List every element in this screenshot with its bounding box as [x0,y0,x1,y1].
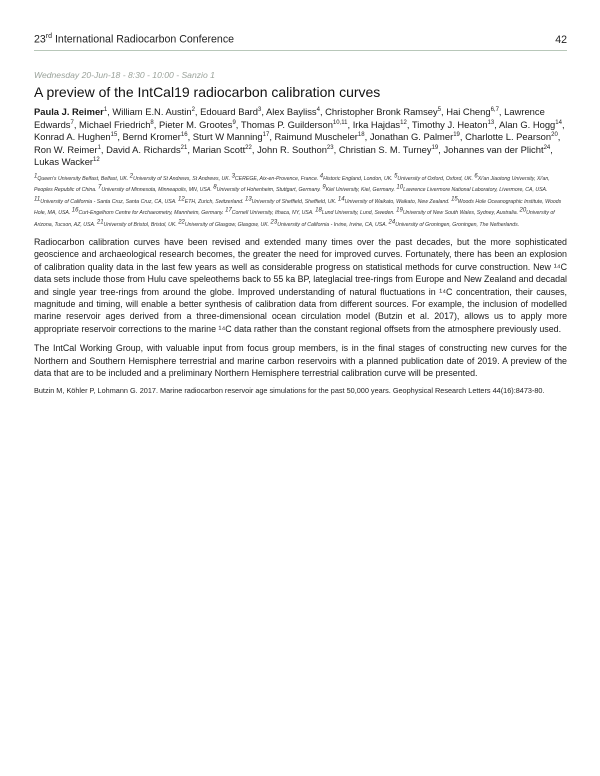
author-affiliation-mark: 8 [150,119,154,126]
author-name: Timothy J. Heaton [411,118,488,130]
abstract-paragraph-2: The IntCal Working Group, with valuable input from focus group members, is in the final stages of constructing new curves for the Northern and Southern Hemisphere terrestrial and marine carbon reservoirs with a planned publication date of 2019. A preview of the data that are to be included and a preliminary Northern Hemisphere terrestrial calibration curve will be presented. [34,343,567,379]
author [443,144,550,155]
author-name: Paula J. Reimer [34,106,104,117]
author-name: Lukas Wacker [34,156,94,168]
author-affiliation-mark: 1 [97,144,101,151]
author-name: Michael Friedrich [79,118,151,130]
author-name: Edouard Bard [200,106,258,117]
author [370,131,460,142]
author-affiliation-mark: 7 [70,119,74,126]
author-affiliation-mark: 14 [555,119,562,126]
author-affiliation-mark: 22 [245,144,252,151]
conference-number: 23 [34,33,46,46]
author-affiliation-mark: 23 [326,144,334,151]
header-divider [34,50,567,51]
author-affiliation-mark: 20 [551,132,558,139]
affiliations: $^1$Queen's University Belfast, Belfast, UK. $^2$University of St Andrews, St Andrews, UK. $^3$CEREGE, Aix-en-Provence, France. $^4$Historic England, London, UK. $^5$University of Oxford, Oxford, UK. $^6$Xi'an Jiaotong University, Xi'an, Peoples Republic of China. $^7$University of Minnesota, Minneapolis, MN, USA. $^8$University of Hohenheim, Stuttgart, Germany. $^9$Kiel University, Kiel, Germany. $^{10}$Lawrence Livermore National Laboratory, Livermore, CA, USA. $^{11}$University of California - Santa Cruz, Santa Cruz, CA, USA. $^{12}$ETH, Zurich, Switzerland. $^{13}$University of Sheffield, Sheffield, UK. $^{14}$University of Waikato, Waikato, New Zealand. $^{15}$Woods Hole Oceanographic Institute, Woods Hole, MA, USA. $^{16}$Curt-Engelhorn Centre for Archaeometry, Mannheim, Germany. $^{17}$Cornell University, Ithaca, NY, USA. $^{18}$Lund University, Lund, Sweden. $^{19}$University of New South Wales, Sydney, Australia. $^{20}$University of Arizona, Tucson, AZ, USA. $^{21}$University of Bristol, Bristol, UK. $^{22}$University of Glasgow, Glasgow, UK. $^{23}$University of California - Irvine, Irvine, CA, USA. $^{24}$University of Groningen, Groningen, The Netherlands. [34,173,562,228]
author-affiliation-mark: 18 [357,132,365,139]
author [106,144,187,155]
author-name: Charlotte L. Pearson [465,131,552,143]
author [353,119,407,130]
author [339,144,438,155]
author [241,119,348,130]
author-name: Alan G. Hogg [498,118,556,130]
author-affiliation-mark: 15 [110,132,118,139]
author-name: Raimund Muscheler [274,131,358,143]
author [159,119,236,130]
author-name: Irka Hajdas [352,118,401,130]
author [34,131,117,142]
author-name: Johannes van der Plicht [443,143,544,155]
author-name: Konrad A. Hughen [34,131,111,143]
author [34,106,107,117]
author [446,106,499,117]
conference-name: International Radiocarbon Conference [54,33,235,46]
author-affiliation-mark: 24 [543,144,551,151]
author [465,131,558,142]
conference-title [34,33,234,46]
author-affiliation-mark: 19 [431,144,439,151]
author-name: Thomas P. Guilderson [240,118,333,130]
author-affiliation-mark: 9 [232,119,236,126]
author-affiliation-mark: 12 [400,119,407,126]
page-number: 42 [555,33,567,46]
conference-ordinal: rd [45,33,53,40]
author-affiliation-mark: 4 [316,106,320,113]
author-affiliation-mark: 19 [453,132,460,139]
author-name: Christopher Bronk Ramsey [325,106,438,117]
author-name: Marian Scott [192,143,246,155]
author-affiliation-mark: 1 [103,106,108,113]
author-name: Alex Bayliss [266,106,317,117]
author-affiliation-mark: 17 [262,132,270,139]
abstract-paragraph-1: Radiocarbon calibration curves have been revised and extended many times over the past decades, but the more sophisticated geoscience and archaeological research becomes, the greater the need for improved curves. Fortunately, there has been an explosion of calibration quality data in the last few years as well as considerable progress on statistical methods for curve construction. New ¹⁴C data sets include those from Hulu cave speleothems back to 55 ka BP, lateglacial tree-rings from Europe and New Zealand and decadal and single year tree-rings from around the globe. Improved understanding of natural fluctuations in ¹⁴C concentration, their causes, magnitude and timing, will enable a better synthesis of calibration data from different sources. For example, the inclusion of modelled marine reservoir ages derived from a three-dimensional ocean circulation model (Butzin et al. 2017), allows us to apply more appropriate reservoir corrections to the marine ¹⁴C data rather than the constant regional offsets from the atmosphere previously used. [34,237,567,334]
author-list: Paula J. Reimer$^1$, William E.N. Austin$^2$, Edouard Bard$^3$, Alex Bayliss$^4$, Christopher Bronk Ramsey$^5$, Hai Cheng$^{6,7}$, Lawrence Edwards$^7$, Michael Friedrich$^8$, Pieter M. Grootes$^9$, Thomas P. Guilderson$^{10,11}$, Irka Hajdas$^{12}$, Timothy J. Heaton$^{13}$, Alan G. Hogg$^{14}$, Konrad A. Hughen$^{15}$, Bernd Kromer$^{16}$, Sturt W Manning$^{17}$, Raimund Muscheler$^{18}$, Jonathan G. Palmer$^{19}$, Charlotte L. Pearson$^{20}$, Ron W. Reimer$^1$, David A. Richards$^{21}$, Marian Scott$^{22}$, John R. Southon$^{23}$, Christian S. M. Turney$^{19}$, Johannes van der Plicht$^{24}$, Lukas Wacker$^{12}$ [34,106,565,168]
author [275,131,365,142]
author-affiliation-mark: 6,7 [490,106,499,113]
author-name: William E.N. Austin [112,106,192,117]
author [34,144,101,155]
author [79,119,154,130]
reference: Butzin M, Köhler P, Lohmann G. 2017. Marine radiocarbon reservoir age simulations for the past 50,000 years. Geophysical Research Letters 44(16):8473-80. [34,386,545,396]
author [257,144,334,155]
author-affiliation-mark: 13 [487,119,495,126]
page-header [34,33,567,46]
author-name: Jonathan G. Palmer [369,131,454,143]
author-name: Christian S. M. Turney [338,143,432,155]
author-affiliation-mark: 2 [191,106,195,113]
abstract-content [34,70,567,397]
author [325,106,441,117]
author-name: Ron W. Reimer [34,143,98,155]
author [499,119,562,130]
author [193,144,252,155]
author-name: John R. Southon [257,143,327,155]
author-name: David A. Richards [106,143,181,155]
author-affiliation-mark: 3 [258,106,262,113]
author-name: Sturt W Manning [192,131,263,143]
author [112,106,195,117]
author-affiliation-mark: 21 [180,144,188,151]
author [200,106,261,117]
author [266,106,320,117]
author [34,156,100,167]
author-affiliation-mark: 10,11 [332,119,348,126]
author-affiliation-mark: 16 [180,132,188,139]
author-name: Hai Cheng [446,106,491,117]
author [123,131,188,142]
author-affiliation-mark: 12 [93,157,100,164]
author [193,131,270,142]
author-name: Bernd Kromer [122,131,181,143]
author-affiliation-mark: 5 [437,106,442,113]
author [412,119,494,130]
author-name: Pieter M. Grootes [158,118,233,130]
author-name: Lawrence Edwards [34,106,545,130]
paper-title: A preview of the IntCal19 radiocarbon calibration curves [34,84,381,100]
session-info: Wednesday 20-Jun-18 - 8:30 - 10:00 - Sanzio 1 [34,70,215,80]
